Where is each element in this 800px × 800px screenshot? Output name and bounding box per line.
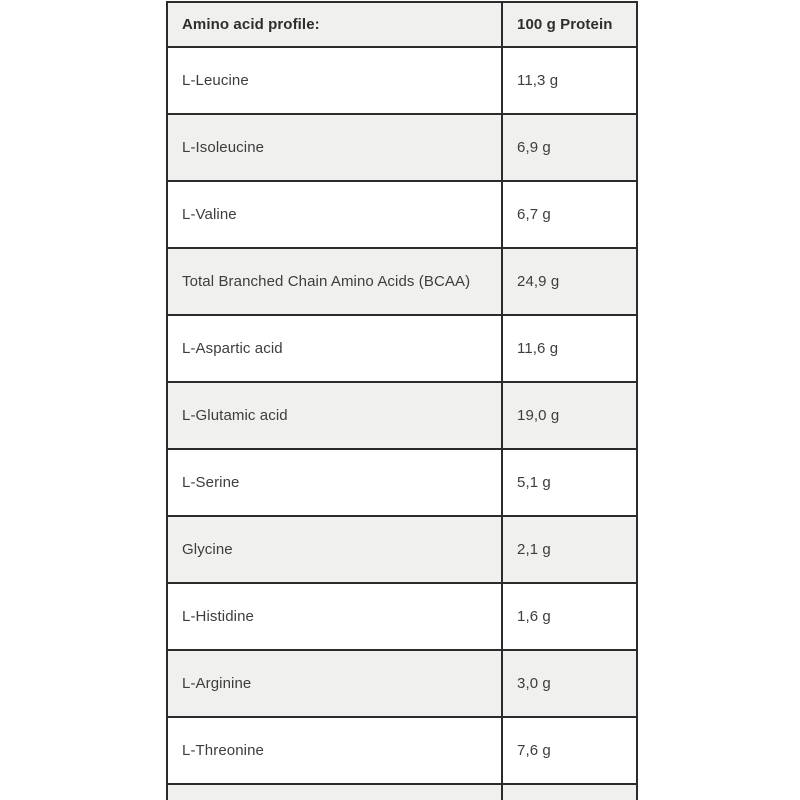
table-row-l-histidine xyxy=(168,584,636,651)
amino-acid-name: L-Isoleucine xyxy=(168,115,503,180)
table-row-l-aspartic-acid xyxy=(168,316,636,383)
header-100g-protein: 100 g Protein xyxy=(517,16,613,33)
amino-acid-name: L-Arginine xyxy=(168,651,503,716)
table-row-l-valine xyxy=(168,182,636,249)
table-row-bcaa-total xyxy=(168,249,636,316)
table-row-l-leucine xyxy=(168,48,636,115)
table-row-l-glutamic-acid xyxy=(168,383,636,450)
amino-acid-name: L-Aspartic acid xyxy=(168,316,503,381)
amino-acid-name: L-Serine xyxy=(168,450,503,515)
amino-acid-name: L-Valine xyxy=(168,182,503,247)
table-header-row xyxy=(168,3,636,48)
amino-acid-name: L-Threonine xyxy=(168,718,503,783)
amino-acid-table xyxy=(166,1,638,800)
amino-acid-value: 24,9 g xyxy=(517,273,560,290)
table-row-l-arginine xyxy=(168,651,636,718)
table-row-partial-cutoff xyxy=(168,785,636,800)
amino-acid-value: 11,3 g xyxy=(517,72,559,89)
table-row-l-isoleucine xyxy=(168,115,636,182)
amino-acid-name: L-Glutamic acid xyxy=(168,383,503,448)
amino-acid-value xyxy=(503,785,636,800)
amino-acid-value: 2,1 g xyxy=(517,541,551,558)
amino-acid-name xyxy=(168,785,503,800)
amino-acid-name: L-Leucine xyxy=(168,48,503,113)
amino-acid-name: Glycine xyxy=(168,517,503,582)
amino-acid-value: 11,6 g xyxy=(517,340,559,357)
amino-acid-name: L-Histidine xyxy=(168,584,503,649)
amino-acid-value: 19,0 g xyxy=(517,407,560,424)
amino-acid-value: 3,0 g xyxy=(517,675,551,692)
amino-acid-value: 6,7 g xyxy=(517,206,551,223)
amino-acid-value: 6,9 g xyxy=(517,139,551,156)
header-amino-acid-profile: Amino acid profile: xyxy=(168,3,503,46)
amino-acid-value: 5,1 g xyxy=(517,474,551,491)
amino-acid-value: 1,6 g xyxy=(517,608,551,625)
amino-acid-value: 7,6 g xyxy=(517,742,551,759)
table-row-l-serine xyxy=(168,450,636,517)
table-row-l-threonine xyxy=(168,718,636,785)
amino-acid-name: Total Branched Chain Amino Acids (BCAA) xyxy=(168,249,503,314)
table-row-glycine xyxy=(168,517,636,584)
